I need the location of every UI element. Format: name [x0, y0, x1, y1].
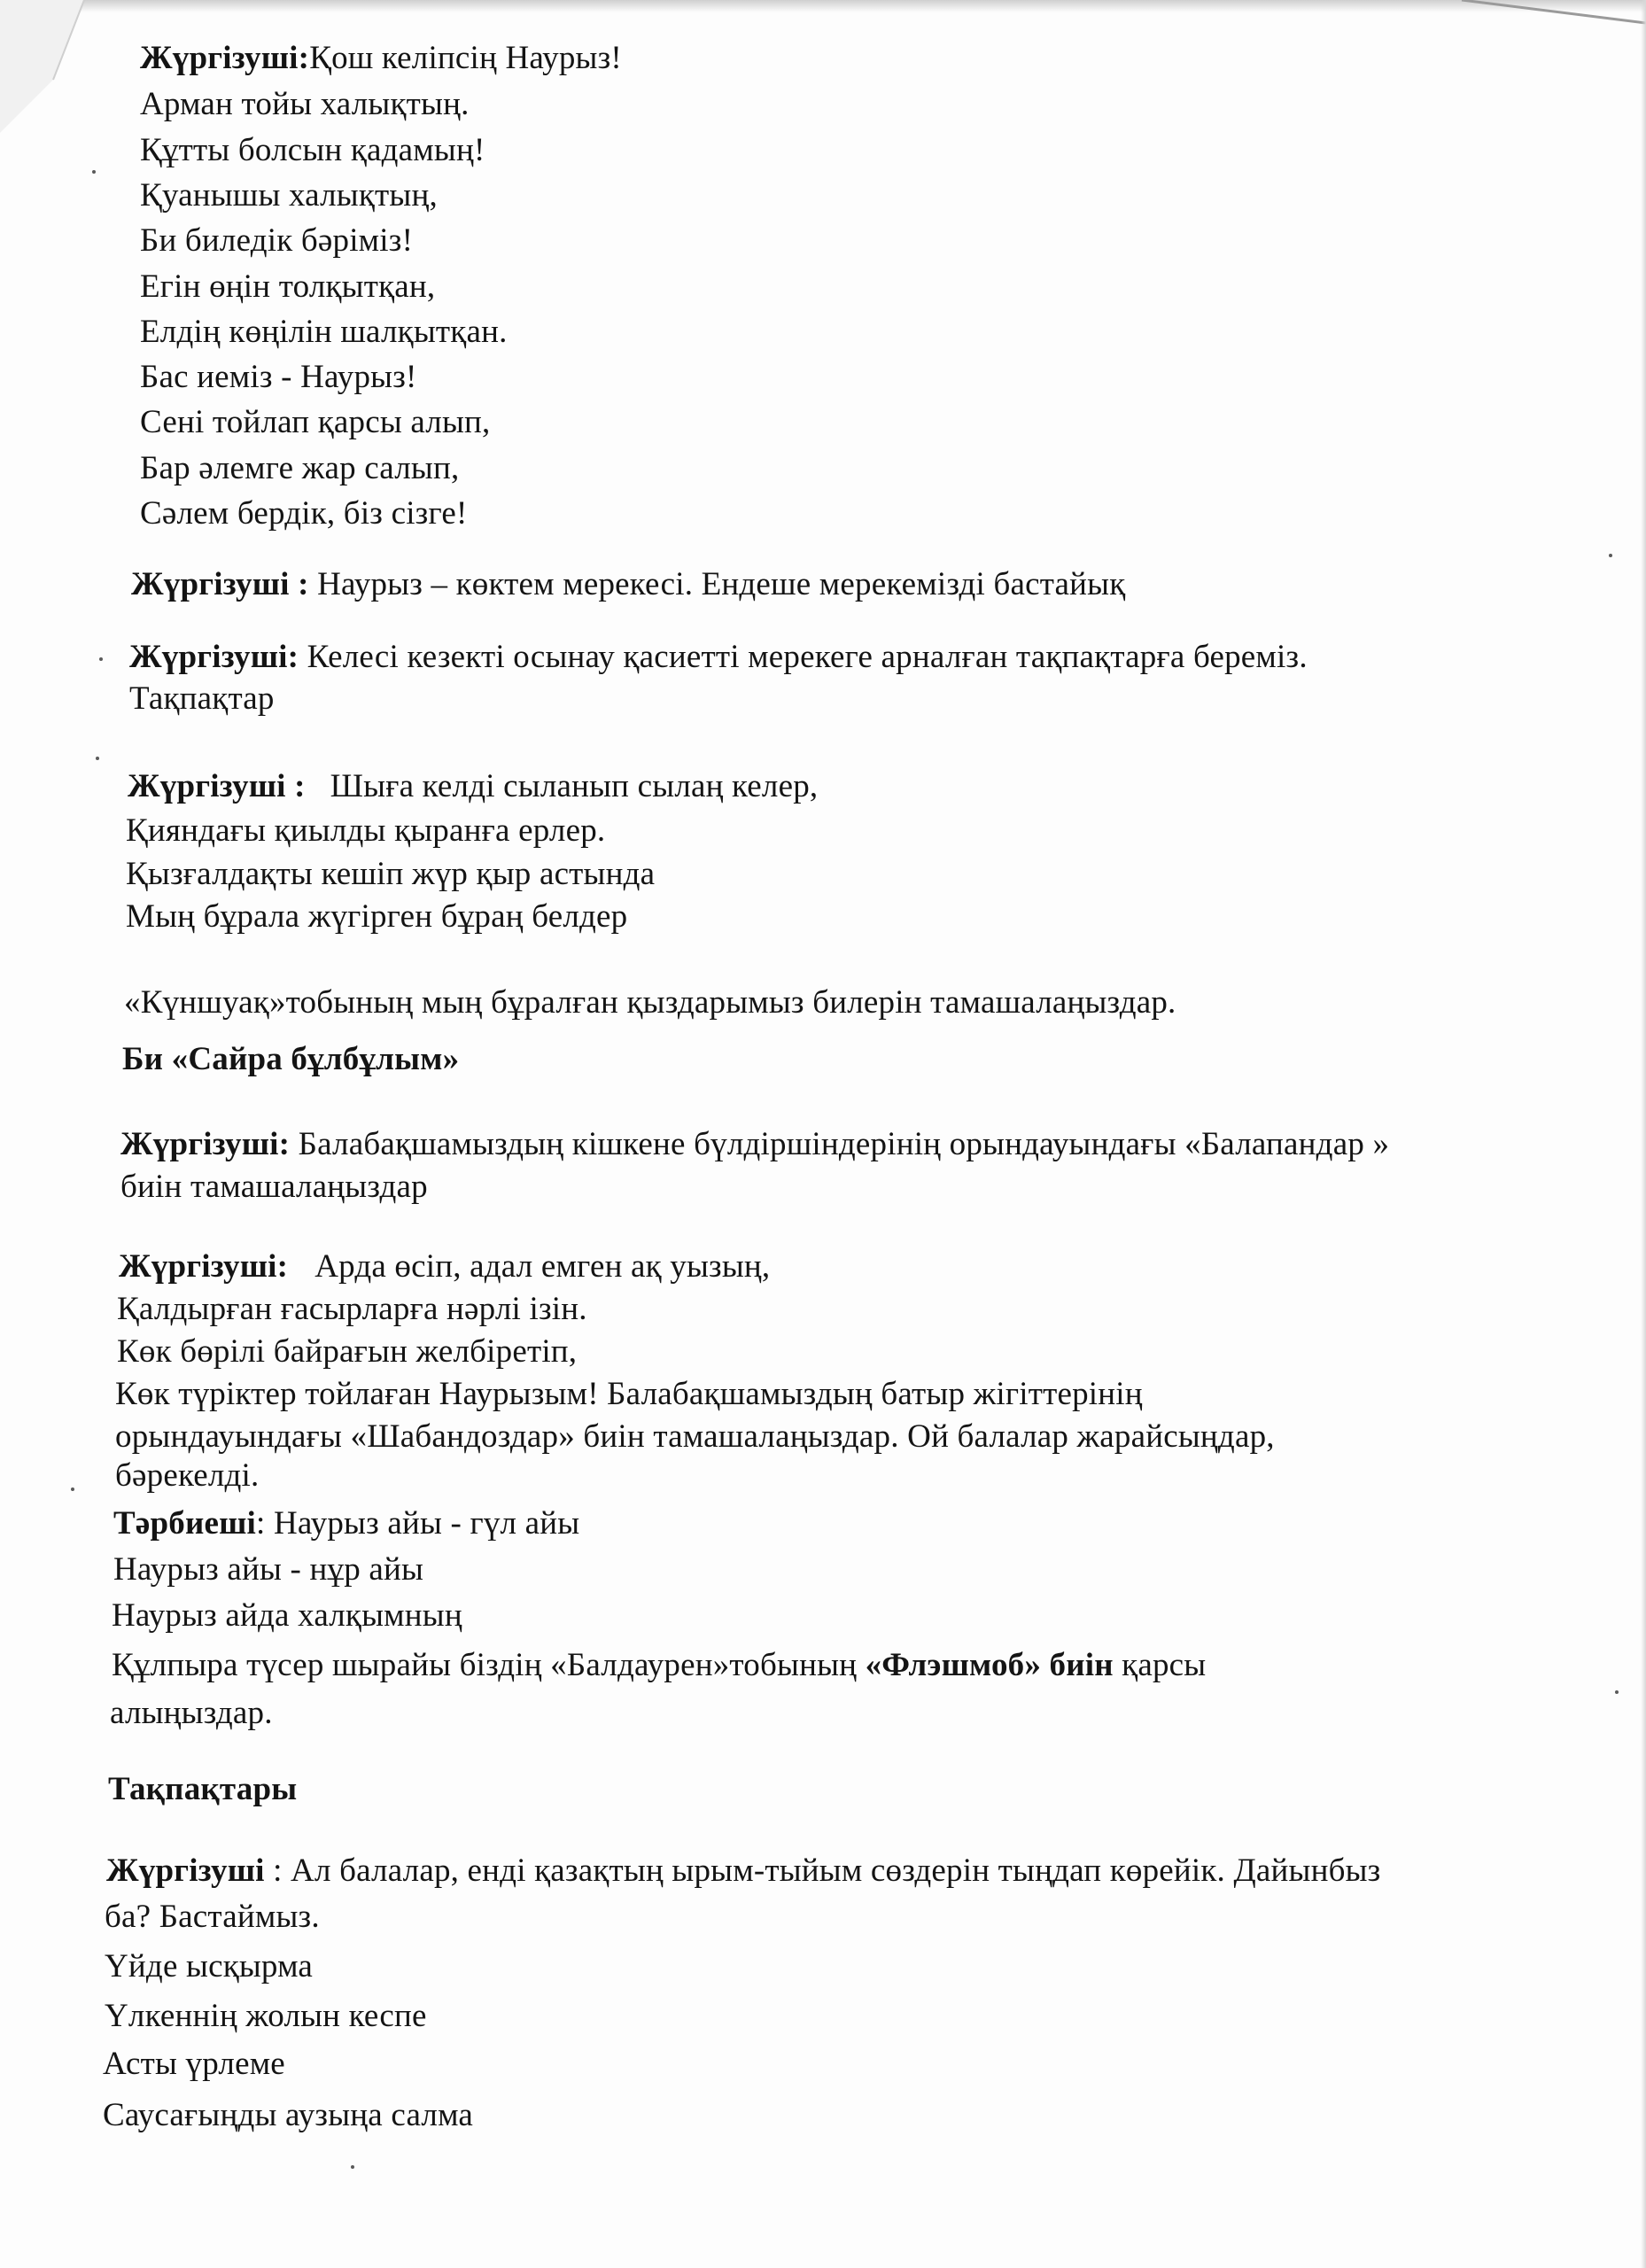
- verse-line: Елдің көңілін шалқытқан.: [140, 314, 508, 350]
- verse-line: Көк түріктер тойлаған Наурызым! Балабақшамыздың батыр жігіттерінің: [115, 1376, 1143, 1412]
- verse-line: Мың бұрала жүгірген бұраң белдер: [126, 898, 628, 935]
- block9-line-1: [113, 1504, 579, 1543]
- paragraph-text: Балабақшамыздың кішкене бүлдіршіндерінің орындауындағы «Балапандар »: [290, 1126, 1390, 1162]
- speaker-label: Жүргізуші: [106, 1852, 265, 1889]
- speaker-label: Жүргізуші :: [131, 566, 309, 602]
- block2-line: [131, 565, 1125, 604]
- paragraph-text: : Ал балалар, енді қазақтың ырым-тыйым сөздерін тыңдап көрейік. Дайынбыз: [264, 1852, 1381, 1889]
- speaker-label: Жүргізуші:: [129, 639, 299, 675]
- verse-line: Қияндағы қиылды қыранға ерлер.: [126, 812, 606, 849]
- verse-line: Наурыз айы - нұр айы: [113, 1551, 424, 1588]
- verse-line: Бар әлемге жар салып,: [140, 450, 460, 486]
- verse-line: Құтты болсын қадамың!: [140, 132, 485, 168]
- block11-line-1: [106, 1852, 1380, 1891]
- list-item: Саусағыңды аузыңа салма: [103, 2097, 474, 2133]
- verse-line: Қызғалдақты кешіп жүр қыр астында: [126, 856, 656, 892]
- verse-line: Қалдырған ғасырларға нәрлі ізін.: [117, 1291, 587, 1327]
- speaker-label: Жүргізуші :: [128, 768, 306, 804]
- verse-line: Егін өңін толқытқан,: [140, 268, 436, 305]
- paragraph-text: алыңыздар.: [110, 1695, 273, 1731]
- paragraph-text: бәрекелді.: [115, 1457, 260, 1494]
- verse-line: Бас иеміз - Наурыз!: [140, 359, 417, 395]
- verse-line: Наурыз айда халқымның: [112, 1597, 462, 1634]
- paragraph-text: Тақпақтар: [129, 680, 275, 717]
- block8-line-1: [119, 1247, 770, 1286]
- paragraph-text: биін тамашалаңыздар: [120, 1169, 428, 1205]
- scan-speck: [1615, 1690, 1619, 1694]
- paragraph-text: Келесі кезекті осынау қасиетті мерекеге арналған тақпақтарға береміз.: [299, 639, 1308, 675]
- dance-name: «Флэшмоб» биін: [865, 1647, 1114, 1683]
- block3-line-1: [129, 638, 1308, 677]
- block1-line-1: [140, 39, 622, 78]
- paragraph-text: орындауындағы «Шабандоздар» биін тамашалаңыздар. Ой балалар жарайсыңдар,: [115, 1418, 1275, 1455]
- list-item: Үйде ысқырма: [105, 1948, 314, 1984]
- speaker-label: Жүргізуші:: [140, 40, 310, 76]
- block9-line-4: [112, 1646, 1206, 1685]
- verse-line: Шыға келді сыланып сылаң келер,: [330, 768, 819, 804]
- block7-line-1: [120, 1125, 1389, 1164]
- paragraph-text: Құлпыра түсер шырайы біздің «Балдаурен»тобының: [112, 1647, 866, 1683]
- scan-speck: [71, 1487, 74, 1491]
- speaker-label: Тәрбиеші: [113, 1505, 257, 1542]
- scan-speck: [99, 657, 103, 661]
- verse-line: Көк бөрілі байрағын желбіретіп,: [117, 1333, 578, 1370]
- section-heading: Тақпақтары: [108, 1771, 298, 1807]
- scan-speck: [92, 170, 96, 174]
- paragraph-text: ба? Бастаймыз.: [105, 1899, 320, 1935]
- list-item: Үлкеннің жолын кеспе: [105, 1998, 427, 2034]
- block4-line-1: [128, 767, 818, 806]
- speaker-label: Жүргізуші:: [120, 1126, 291, 1162]
- paragraph-text: қарсы: [1113, 1647, 1207, 1683]
- scan-right-edge: [1641, 0, 1646, 2268]
- verse-line: Қуанышы халықтың,: [140, 177, 438, 214]
- verse-line: Би биледік бәріміз!: [140, 222, 414, 259]
- paragraph-text: «Күншуақ»тобының мың бұралған қыздарымыз билерін тамашалаңыздар.: [124, 984, 1176, 1021]
- verse-line: Сені тойлап қарсы алып,: [140, 404, 491, 440]
- scan-speck: [96, 757, 99, 760]
- list-item: Асты үрлеме: [103, 2046, 285, 2082]
- verse-line: : Наурыз айы - гүл айы: [256, 1505, 580, 1542]
- scan-top-edge: [0, 0, 1646, 12]
- verse-line: Қош келіпсің Наурыз!: [309, 40, 622, 76]
- paragraph-text: Наурыз – көктем мерекесі. Ендеше мерекемізді бастайық: [308, 566, 1126, 602]
- verse-line: Арда өсіп, адал емген ақ уызың,: [314, 1248, 771, 1285]
- verse-line: Арман тойы халықтың.: [140, 86, 470, 122]
- scan-speck: [351, 2165, 354, 2169]
- scan-speck: [1609, 554, 1612, 557]
- verse-line: Сәлем бердік, біз сізге!: [140, 495, 468, 532]
- section-heading: Би «Сайра бұлбұлым»: [122, 1041, 460, 1077]
- speaker-label: Жүргізуші:: [119, 1248, 289, 1285]
